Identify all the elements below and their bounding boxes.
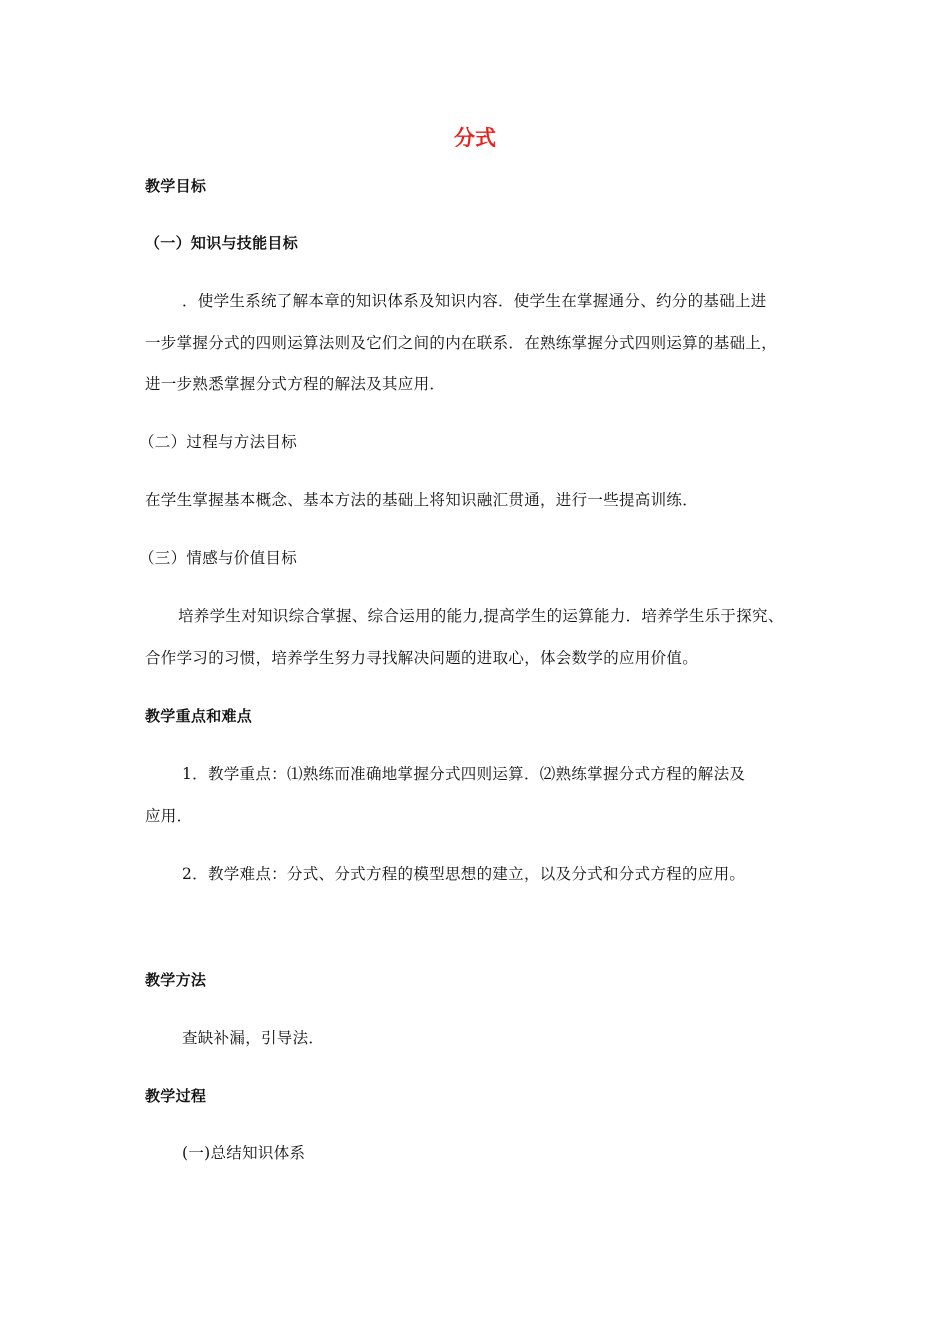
paragraph-line: 进一步熟悉掌握分式方程的解法及其应用． bbox=[145, 375, 446, 393]
paragraph-line: 查缺补漏，引导法． bbox=[182, 1029, 325, 1047]
subheading-emotion-value: （三）情感与价值目标 bbox=[139, 549, 298, 567]
paragraph-line: 一步掌握分式的四则运算法则及它们之间的内在联系．在熟练掌握分式四则运算的基础上， bbox=[145, 334, 778, 352]
paragraph-line: ．使学生系统了解本章的知识体系及知识内容．使学生在掌握通分、约分的基础上进 bbox=[182, 292, 767, 310]
subheading-process-method: （二）过程与方法目标 bbox=[139, 433, 298, 451]
section-heading-method: 教学方法 bbox=[145, 971, 207, 989]
section-heading-keypoints: 教学重点和难点 bbox=[145, 707, 253, 725]
section-heading-teaching-process: 教学过程 bbox=[145, 1087, 207, 1105]
section-heading-objectives: 教学目标 bbox=[145, 177, 207, 195]
paragraph-line: 在学生掌握基本概念、基本方法的基础上将知识融汇贯通，进行一些提高训练． bbox=[145, 491, 699, 509]
paragraph-line: 应用． bbox=[145, 807, 193, 825]
paragraph-line: 2．教学难点：分式、分式方程的模型思想的建立，以及分式和分式方程的应用。 bbox=[182, 865, 746, 883]
paragraph-line: 培养学生对知识综合掌握、综合运用的能力,提高学生的运算能力．培养学生乐于探究、 bbox=[178, 607, 784, 625]
paragraph-line: 合作学习的习惯，培养学生努力寻找解决问题的进取心，体会数学的应用价值。 bbox=[145, 649, 699, 667]
paragraph-line: (一)总结知识体系 bbox=[182, 1144, 306, 1162]
paragraph-line: 1．教学重点：⑴熟练而准确地掌握分式四则运算．⑵熟练掌握分式方程的解法及 bbox=[182, 765, 746, 783]
document-title: 分式 bbox=[454, 126, 496, 150]
subheading-knowledge-skills: （一）知识与技能目标 bbox=[145, 234, 299, 252]
